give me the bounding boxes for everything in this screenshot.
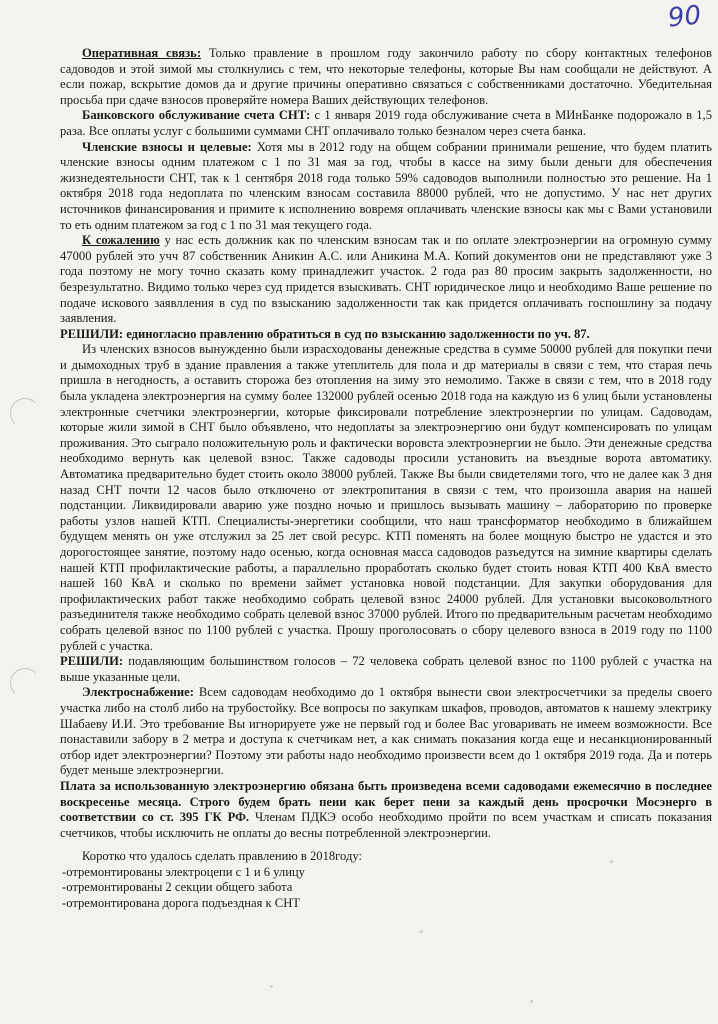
paragraph-membership-fees bbox=[60, 140, 712, 234]
paragraph-text: Из членских взносов вынужденно были израсходованы денежные средства в сумме 50000 рублей для покупки печи и дымоходных труб в здание правления а также утеплитель для пола и др материалы в связи с тем, что старая печь пришла в негодность, а оставить сторожа без отопления на зиму это немолимо. Также в связи с тем, что в 2018 году была укладена электроэнергия на сумму более 132000 рублей осенью 2018 года на каждую из 6 улиц были установлены электронные счетчики электроэнергии, которые фиксировали потребление электроэнергии по улицам. Садоводам, которые жили зимой в СНТ было объявлено, что недоплаты за электроэнергию они будут компенсировать по улицам проживания. Это сыграло положительную роль и фактически воровста электроэнергии не было. Эти денежные средства необходимо вернуть как целевой взнос. Также садоводы просили установить на въездные ворота автоматику. Автоматика предварительно будет стоить около 38000 рублей. Также Вы были свидетелями того, что не далее как 3 дня назад СНТ почти 12 часов было отключено от электропитания в связи с тем, что произошла авария на нашей подстанции. Ликвидировали аварию уже поздно ночью и пришлось вызывать машину – лабораторию по проверке работы узлов нашей КТП. Специалисты-энергетики сообщили, что наш трансформатор необходимо в ближайшем будущем менять он уже отслужил за 25 лет свой ресурс. КТП поменять на более мощную быстро не удастся и это дорогостоящее занятие, поэтому надо осенью, когда основная масса садоводов разъедутся на зимние квартиры сделать нашей КТП профилактические работы, а параллельно проработать сколько будет стоить новая КТП 400 КвА вместо нашей 160 КвА и сколько по времени займет установка новой подстанции. Для закупки оборудования для профилактических работ также необходимо собрать целевой взнос 24000 рублей. Для установки высоковольтного разъединителя также необходимо собрать целевой взнос 37000 рублей. Итого по предварительным расчетам необходимо собрать целевой взнос по 1100 рублей с участка. Прошу проголосовать о сбору целевого взноса в 2019 году по 1100 рублей с участка. bbox=[60, 342, 712, 653]
paragraph-text: у нас есть должник как по членским взносам так и по оплате электроэнергии на огромную сумму 47000 рублей это учч 87 собственник Аникин А.С. или Аникина М.А. Копий документов они не представляют уже 3 года поэтому не могу точно сказать кому принадлежит участок. 2 года раз 80 просим закрыть задолженности, но безрезультатно. Видимо только через суд придется взыскивать. СНТ юридическое лицо и необходимо Ваше решение по подаче искового заявлления в суд по взысканию задолженности так как придется оплачивать госпошлину за подачу заявления. bbox=[60, 233, 712, 326]
document-body bbox=[60, 46, 712, 912]
scan-speck bbox=[610, 860, 613, 863]
scan-speck bbox=[420, 930, 423, 933]
decision-heading: РЕШИЛИ: bbox=[60, 654, 124, 669]
decision-text: единогласно правлению обратиться в суд по взысканию задолженности по уч. 87. bbox=[123, 326, 590, 341]
summary-intro: Коротко что удалось сделать правлению в 2018году: bbox=[82, 849, 362, 864]
scan-speck bbox=[270, 985, 273, 988]
paragraph-decision-1 bbox=[60, 327, 712, 343]
margin-mark bbox=[10, 668, 40, 698]
paragraph-bank-service bbox=[60, 108, 712, 139]
paragraph-heading: Членские взносы и целевые: bbox=[82, 139, 252, 154]
paragraph-text: Хотя мы в 2012 году на общем собрании принимали решение, что будем платить членские взносы одним платежом с 1 по 31 мая за год, чтобы в кассе на зиму были деньги для обеспечения жизнедеятельности СНТ, так к 1 сентября 2018 года только 59% садоводов выполнили полностью это решение. На 1 октября 2018 года недоплата по членским взносам составила 88000 рублей, что не допустимо. У нас нет других источников финансирования и примите к исполнению вовремя оплачивать членские взносы как мы с Вами установили то еть одним платежом за год с 1 по 31 мая текущего года. bbox=[60, 139, 712, 232]
decision-text: подавляющим большинством голосов – 72 человека собрать целевой взнос по 1100 рублей с участка на выше указанные цели. bbox=[60, 654, 712, 684]
paragraph-text: с 1 января 2019 года обслуживание счета в МИнБанке подорожало в 1,5 раза. Все оплаты услуг с большими суммами СНТ оплачивало только безналом через счета банка. bbox=[60, 108, 712, 138]
scan-speck bbox=[150, 880, 153, 883]
paragraph-expenses bbox=[60, 342, 712, 654]
paragraph-heading: Банковского обслуживание счета СНТ: bbox=[82, 108, 311, 123]
paragraph-operative-communication bbox=[60, 46, 712, 108]
handwritten-page-number: 90 bbox=[666, 0, 703, 34]
paragraph-debtor bbox=[60, 233, 712, 327]
paragraph-heading: Оперативная связь: bbox=[82, 46, 202, 60]
summary-item: -отремонтирована дорога подъездная к СНТ bbox=[62, 896, 300, 911]
margin-mark bbox=[10, 398, 40, 428]
paragraph-heading: Плата за использованную электроэнергию обязана быть произведена всеми садоводами ежемесячно в последнее воскресенье месяца. Строго будем брать пени как берет пени за каждый день просрочки Мосэнерго в соответствии со ст. 395 ГК РФ. bbox=[60, 778, 712, 825]
paragraph-power-supply bbox=[60, 685, 712, 779]
paragraph-payment-rule bbox=[60, 779, 712, 841]
paragraph-text: Всем садоводам необходимо до 1 октября вынести свои электросчетчики за пределы своего участка либо на столб либо на трубостойку. Все вопросы по закупкам шкафов, проводов, автоматов к нашему электрику Шабаеву И.И. Это требование Вы игнорируете уже не первый год и более Вас уговаривать не имеем возможности. Все понаставили забору в 2 метра и доступа к счетчикам нет, а как снимать показания когда еще и несанкционированный отбор идет электроэнергии? Поэтому эти работы надо необходимо произвести всем до 1 октября 2019 года. Да и потерь будет меньше электроэнергии. bbox=[60, 685, 712, 778]
paragraph-heading: К сожалению bbox=[82, 233, 160, 248]
paragraph-decision-2 bbox=[60, 654, 712, 685]
scan-speck bbox=[530, 1000, 533, 1003]
summary-item: -отремонтированы электроцепи с 1 и 6 улицу bbox=[62, 864, 305, 879]
paragraph-heading: Электроснабжение: bbox=[82, 685, 194, 700]
decision-heading: РЕШИЛИ: bbox=[60, 326, 124, 341]
summary-item: -отремонтированы 2 секции общего забота bbox=[62, 880, 293, 895]
paragraph-text: Членам ПДКЭ особо необходимо пройти по всем участкам и списать показания счетчиков, чтобы исключить не оплаты до весны потребленной электроэнергии. bbox=[60, 810, 712, 840]
paragraph-text: Только правление в прошлом году закончило работу по сбору контактных телефонов садоводов и этой зимой мы столкнулись с тем, что некоторые телефоны, которые Вы нам сообщали не действуют. А если пожар, вскрытие домов да и другие причины оперативно связаться с собственниками достаточно. Убедительная просьба при сдаче взносов проверяйте номера Ваших действующих телефонов. bbox=[60, 46, 712, 107]
